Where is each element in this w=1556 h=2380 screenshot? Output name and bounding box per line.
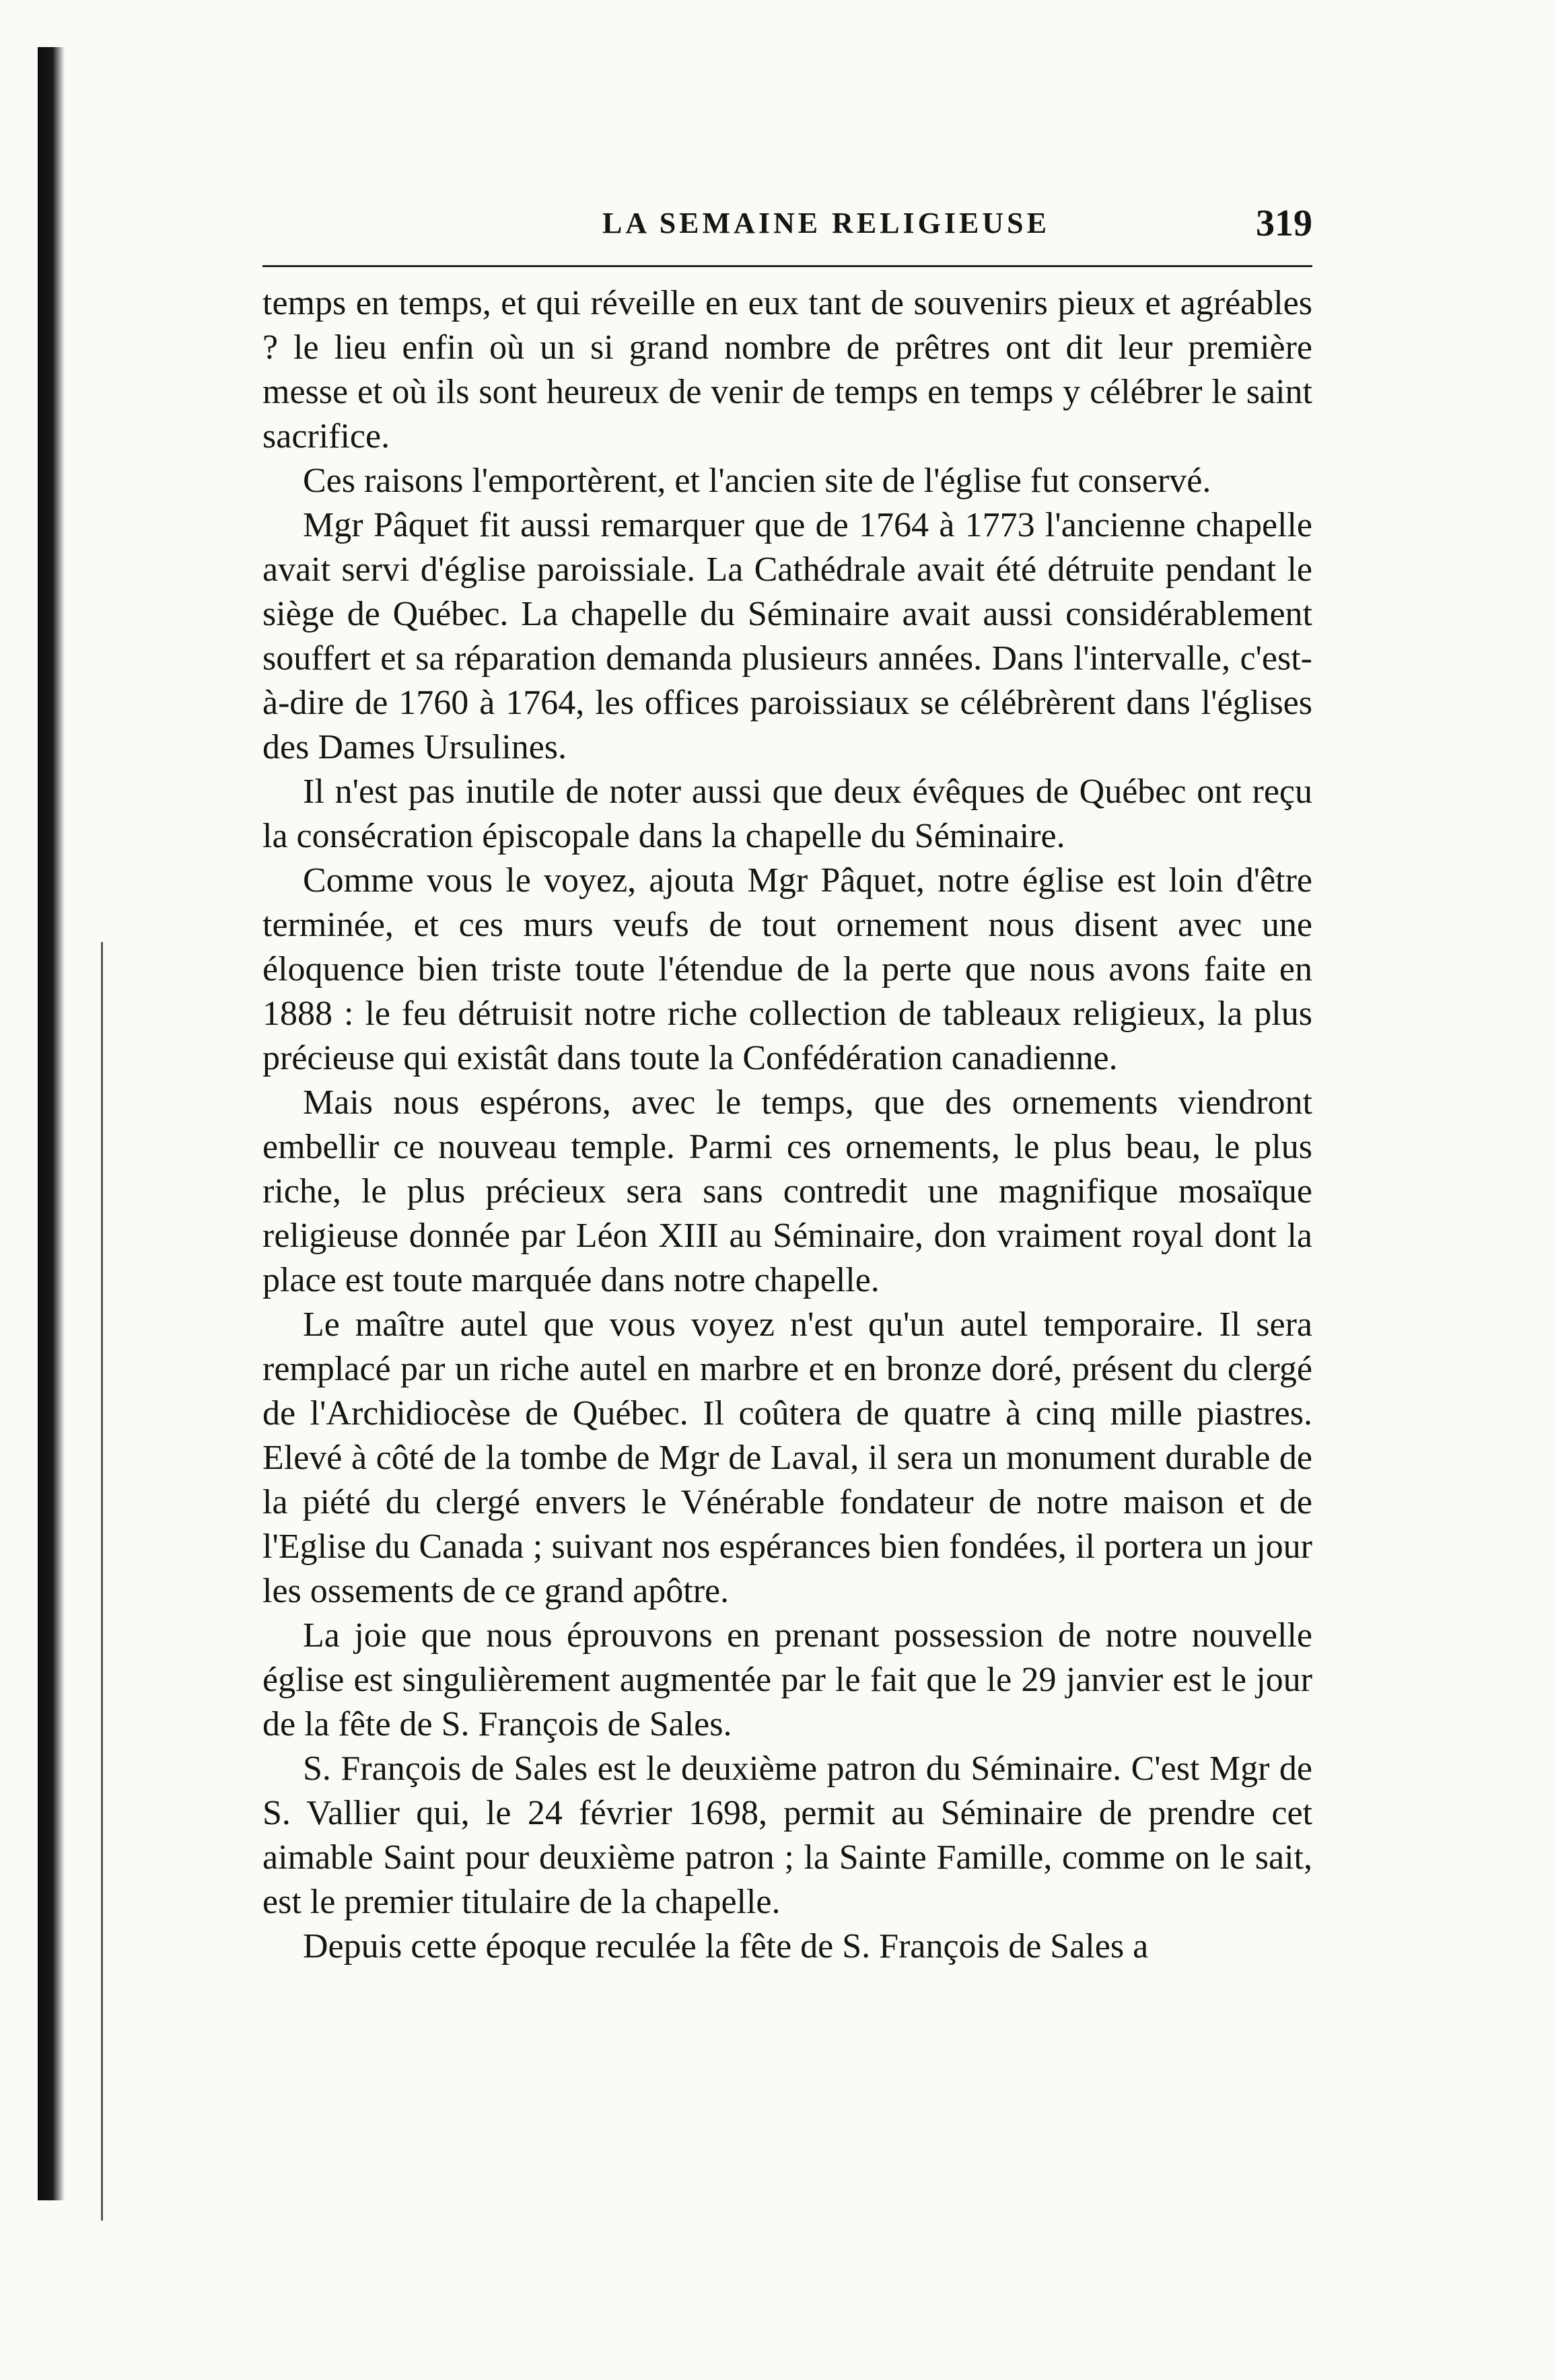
paragraph: La joie que nous éprouvons en prenant possession de notre nouvelle église est singulièrement augmentée par le fait que le 29 janvier est le jour de la fête de S. François de Sales.	[262, 1616, 1312, 1743]
page-binding-line	[101, 942, 103, 2221]
header-rule	[262, 265, 1312, 267]
paragraph: Depuis cette époque reculée la fête de S. François de Sales a	[303, 1927, 1149, 1966]
running-head: LA SEMAINE RELIGIEUSE	[602, 207, 1050, 240]
page-header	[262, 202, 1312, 256]
body-text	[262, 281, 1312, 1969]
page-binding-edge	[38, 47, 65, 2200]
paragraph: Il n'est pas inutile de noter aussi que deux évêques de Québec ont reçu la consécration épiscopale dans la chapelle du Séminaire.	[262, 772, 1312, 855]
paragraph: temps en temps, et qui réveille en eux tant de souvenirs pieux et agréables ? le lieu enfin où un si grand nombre de prêtres ont dit leur première messe et où ils sont heureux de venir de temps en temps y célébrer le saint sacrifice.	[262, 284, 1312, 456]
paragraph: Mgr Pâquet fit aussi remarquer que de 1764 à 1773 l'ancienne chapelle avait servi d'église paroissiale. La Cathédrale avait été détruite pendant le siège de Québec. La chapelle du Séminaire avait aussi considérablement souffert et sa réparation demanda plusieurs années. Dans l'intervalle, c'est-à-dire de 1760 à 1764, les offices paroissiaux se célébrèrent dans l'églises des Dames Ursulines.	[262, 506, 1312, 766]
paragraph: Comme vous le voyez, ajouta Mgr Pâquet, notre église est loin d'être terminée, et ces murs veufs de tout ornement nous disent avec une éloquence bien triste toute l'étendue de la perte que nous avons faite en 1888 : le feu détruisit notre riche collection de tableaux religieux, la plus précieuse qui existât dans toute la Confédération canadienne.	[262, 861, 1312, 1077]
page-number: 319	[1256, 203, 1312, 244]
paragraph: Mais nous espérons, avec le temps, que des ornements viendront embellir ce nouveau temple. Parmi ces ornements, le plus beau, le plus riche, le plus précieux sera sans contredit une magnifique mosaïque religieuse donnée par Léon XIII au Séminaire, don vraiment royal dont la place est toute marquée dans notre chapelle.	[262, 1083, 1312, 1299]
paragraph: Ces raisons l'emportèrent, et l'ancien site de l'église fut conservé.	[303, 462, 1211, 500]
paragraph: Le maître autel que vous voyez n'est qu'un autel temporaire. Il sera remplacé par un riche autel en marbre et en bronze doré, présent du clergé de l'Archidiocèse de Québec. Il coûtera de quatre à cinq mille piastres. Elevé à côté de la tombe de Mgr de Laval, il sera un monument durable de la piété du clergé envers le Vénérable fondateur de notre maison et de l'Eglise du Canada ; suivant nos espérances bien fondées, il portera un jour les ossements de ce grand apôtre.	[262, 1305, 1312, 1610]
paragraph: S. François de Sales est le deuxième patron du Séminaire. C'est Mgr de S. Vallier qui, le 24 février 1698, permit au Séminaire de prendre cet aimable Saint pour deuxième patron ; la Sainte Famille, comme on le sait, est le premier titulaire de la chapelle.	[262, 1750, 1312, 1921]
